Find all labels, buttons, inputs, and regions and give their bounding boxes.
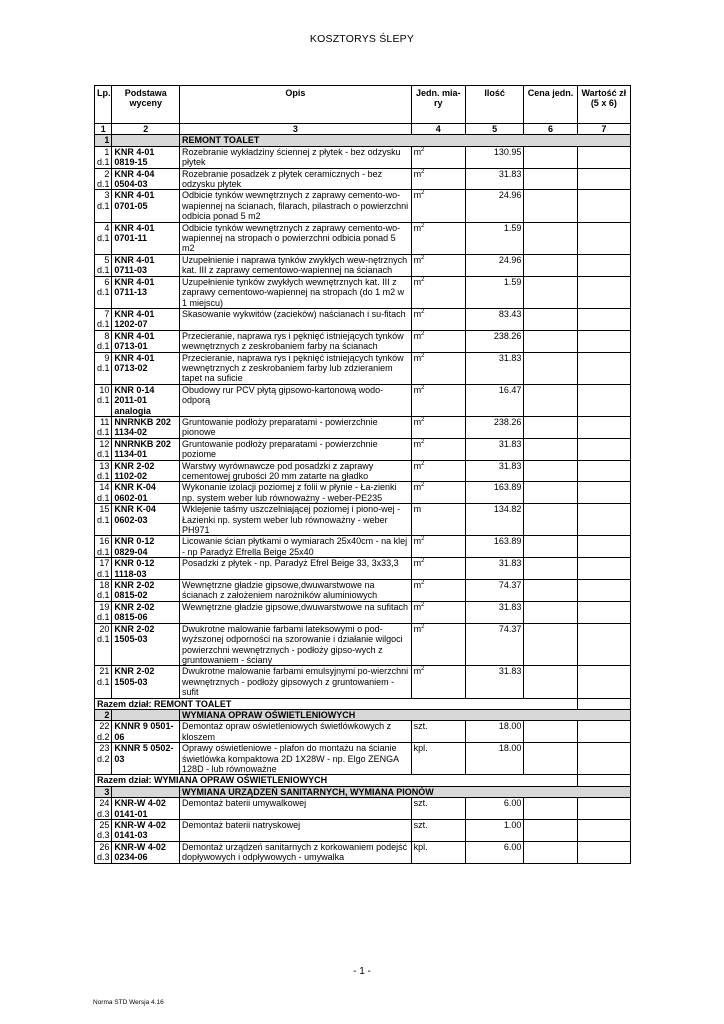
item-basis: NNRNKB 202 1134-01 <box>112 438 180 460</box>
item-description: Demontaż baterii natryskowej <box>180 820 412 842</box>
table-row <box>95 330 631 352</box>
unit-text: m <box>413 330 422 341</box>
unit-text: kpl. <box>413 743 428 754</box>
unit-exponent: 2 <box>421 666 425 673</box>
item-quantity: 74.37 <box>465 623 523 666</box>
item-unit <box>411 460 465 482</box>
unit-text: szt. <box>413 820 428 830</box>
item-value <box>577 222 630 254</box>
table-row <box>95 308 631 330</box>
unit-text: m <box>413 352 422 363</box>
item-basis: KNR 4-01 0701-11 <box>112 222 180 254</box>
item-basis: KNR-W 4-02 0141-03 <box>112 820 180 842</box>
item-unit-price <box>524 580 577 602</box>
item-unit <box>411 504 465 536</box>
item-unit <box>411 416 465 438</box>
item-number: 19 d.1 <box>95 601 112 623</box>
item-quantity: 83.43 <box>465 308 523 330</box>
item-unit-price <box>524 190 577 222</box>
unit-text: m <box>413 276 422 287</box>
item-unit <box>411 276 465 308</box>
item-unit <box>411 168 465 190</box>
item-quantity: 31.83 <box>465 666 523 698</box>
item-description: Demontaż urządzeń sanitarnych z korkowaniem podejść dopływowych i odpływowych - umywalka <box>180 841 412 863</box>
item-number: 14 d.1 <box>95 482 112 504</box>
item-unit-price <box>524 460 577 482</box>
item-unit-price <box>524 743 577 775</box>
item-description: Demontaż baterii umywalkowej <box>180 798 412 820</box>
item-unit-price <box>524 623 577 666</box>
item-basis: KNR 0-12 0829-04 <box>112 536 180 558</box>
item-quantity: 163.89 <box>465 536 523 558</box>
item-unit <box>411 384 465 416</box>
unit-text: m <box>413 168 422 179</box>
item-unit-price <box>524 276 577 308</box>
unit-text: m <box>413 438 422 449</box>
column-number: 2 <box>112 124 180 135</box>
item-unit-price <box>524 482 577 504</box>
item-basis: KNR 2-02 0815-06 <box>112 601 180 623</box>
unit-exponent: 2 <box>421 384 425 391</box>
item-unit-price <box>524 438 577 460</box>
item-description: Dwukrotne malowanie farbami lateksowymi o pod-wyższonej odporności na szorowanie i działanie wilgoci powierzchni wewnętrznych - podłoży gipso-wych z gruntowaniem - ściany <box>180 623 412 666</box>
section-row <box>95 135 631 146</box>
item-basis: KNR 2-02 0815-02 <box>112 580 180 602</box>
table-row <box>95 601 631 623</box>
item-unit-price <box>524 504 577 536</box>
item-number: 18 d.1 <box>95 580 112 602</box>
item-value <box>577 330 630 352</box>
item-basis: KNNR 5 0502-03 <box>112 743 180 775</box>
section-row <box>95 786 631 797</box>
column-number: 3 <box>180 124 412 135</box>
item-basis: KNR 0-14 2011-01 analogia <box>112 384 180 416</box>
item-description: Odbicie tynków wewnętrznych z zaprawy cemento-wo-wapiennej na stropach o powierzchni odbicia ponad 5 m2 <box>180 222 412 254</box>
item-number: 9 d.1 <box>95 352 112 384</box>
section-total-label: Razem dział: REMONT TOALET <box>95 698 578 709</box>
item-description: Gruntowanie podłoży preparatami - powierzchnie pionowe <box>180 416 412 438</box>
unit-text: szt. <box>413 721 428 732</box>
unit-exponent: 2 <box>421 276 425 283</box>
item-unit-price <box>524 721 577 743</box>
section-total-row <box>95 775 631 786</box>
item-quantity: 1.59 <box>465 222 523 254</box>
table-row <box>95 820 631 842</box>
item-basis: KNR 2-02 1505-03 <box>112 666 180 698</box>
item-description: Przecieranie, naprawa rys i pęknięć istniejących tynków wewnętrznych z zeskrobaniem farby lub zdzieraniem tapet na suficie <box>180 352 412 384</box>
section-number: 3 <box>95 786 112 797</box>
item-value <box>577 276 630 308</box>
column-number: 5 <box>465 124 523 135</box>
item-number: 11 d.1 <box>95 416 112 438</box>
item-description: Demontaż opraw oświetleniowych świetlówkowych z kloszem <box>180 721 412 743</box>
section-total-value <box>577 698 630 709</box>
section-title: WYMIANA OPRAW OŚWIETLENIOWYCH <box>180 709 631 720</box>
unit-text: m <box>413 601 422 612</box>
item-unit <box>411 558 465 580</box>
item-quantity: 31.83 <box>465 168 523 190</box>
unit-exponent: 2 <box>421 308 425 315</box>
item-quantity: 31.83 <box>465 438 523 460</box>
item-quantity: 238.26 <box>465 416 523 438</box>
item-basis: KNR-W 4-02 0141-01 <box>112 798 180 820</box>
item-number: 8 d.1 <box>95 330 112 352</box>
item-unit-price <box>524 352 577 384</box>
item-basis: KNR 0-12 1118-03 <box>112 558 180 580</box>
item-number: 16 d.1 <box>95 536 112 558</box>
unit-exponent: 2 <box>421 460 425 467</box>
table-row <box>95 384 631 416</box>
unit-text: kpl. <box>413 841 428 852</box>
item-quantity: 6.00 <box>465 841 523 863</box>
item-value <box>577 504 630 536</box>
column-number: 6 <box>524 124 577 135</box>
item-number: 25 d.3 <box>95 820 112 842</box>
item-value <box>577 558 630 580</box>
item-value <box>577 254 630 276</box>
item-value <box>577 841 630 863</box>
page-number: - 1 - <box>353 966 371 977</box>
item-description: Dwukrotne malowanie farbami emulsyjnymi po-wierzchni wewnętrznych - podłoży gipsowych z gruntowaniem - sufit <box>180 666 412 698</box>
item-unit <box>411 254 465 276</box>
item-value <box>577 820 630 842</box>
item-value <box>577 438 630 460</box>
table-row <box>95 536 631 558</box>
item-quantity: 31.83 <box>465 352 523 384</box>
item-basis: KNR 4-01 0819-15 <box>112 146 180 168</box>
item-quantity: 163.89 <box>465 482 523 504</box>
item-quantity: 31.83 <box>465 601 523 623</box>
item-number: 10 d.1 <box>95 384 112 416</box>
item-quantity: 1.00 <box>465 820 523 842</box>
item-value <box>577 743 630 775</box>
unit-exponent: 2 <box>421 222 425 229</box>
item-unit-price <box>524 798 577 820</box>
item-unit <box>411 721 465 743</box>
item-quantity: 16.47 <box>465 384 523 416</box>
item-unit-price <box>524 666 577 698</box>
item-value <box>577 623 630 666</box>
item-number: 22 d.2 <box>95 721 112 743</box>
unit-text: m <box>413 190 422 201</box>
item-number: 4 d.1 <box>95 222 112 254</box>
table-row <box>95 168 631 190</box>
header-cena: Cena jedn. <box>524 86 577 124</box>
item-number: 20 d.1 <box>95 623 112 666</box>
item-unit-price <box>524 384 577 416</box>
unit-exponent: 2 <box>421 601 425 608</box>
item-unit <box>411 601 465 623</box>
item-basis: KNR 2-02 1505-03 <box>112 623 180 666</box>
item-number: 17 d.1 <box>95 558 112 580</box>
item-unit-price <box>524 536 577 558</box>
section-spacer <box>112 709 180 720</box>
item-value <box>577 721 630 743</box>
section-title: REMONT TOALET <box>180 135 631 146</box>
item-unit-price <box>524 601 577 623</box>
item-unit <box>411 330 465 352</box>
item-quantity: 18.00 <box>465 743 523 775</box>
item-basis: KNNR 9 0501-06 <box>112 721 180 743</box>
item-basis: KNR-W 4-02 0234-06 <box>112 841 180 863</box>
item-unit <box>411 190 465 222</box>
item-description: Licowanie ścian płytkami o wymiarach 25x40cm - na klej - np Paradyż Efrella Beige 25x40 <box>180 536 412 558</box>
unit-exponent: 2 <box>421 254 425 261</box>
table-row <box>95 416 631 438</box>
item-number: 3 d.1 <box>95 190 112 222</box>
item-number: 1 d.1 <box>95 146 112 168</box>
header-ilosc: Ilość <box>465 86 523 124</box>
item-unit <box>411 623 465 666</box>
cost-estimate-table <box>94 85 631 864</box>
item-unit <box>411 666 465 698</box>
table-row <box>95 721 631 743</box>
item-quantity: 134.82 <box>465 504 523 536</box>
table-row <box>95 798 631 820</box>
section-total-value <box>577 775 630 786</box>
unit-text: m <box>413 623 422 634</box>
unit-text: m <box>413 416 422 427</box>
item-unit <box>411 308 465 330</box>
item-description: Gruntowanie podłoży preparatami - powierzchnie poziome <box>180 438 412 460</box>
item-description: Wewnętrzne gładzie gipsowe,dwuwarstwowe na ścianach z założeniem narożników aluminiowych <box>180 580 412 602</box>
item-quantity: 1.59 <box>465 276 523 308</box>
item-description: Odbicie tynków wewnętrznych z zaprawy cemento-wo-wapiennej na ścianach, filarach, pilastrach o powierzchni odbicia ponad 5 m2 <box>180 190 412 222</box>
item-number: 15 d.1 <box>95 504 112 536</box>
item-value <box>577 352 630 384</box>
table-row <box>95 558 631 580</box>
item-quantity: 18.00 <box>465 721 523 743</box>
item-unit-price <box>524 558 577 580</box>
item-quantity: 74.37 <box>465 580 523 602</box>
item-unit <box>411 222 465 254</box>
item-quantity: 31.83 <box>465 460 523 482</box>
unit-text: m <box>413 580 422 591</box>
item-quantity: 238.26 <box>465 330 523 352</box>
section-total-row <box>95 698 631 709</box>
item-quantity: 130.95 <box>465 146 523 168</box>
item-basis: KNR 2-02 1102-02 <box>112 460 180 482</box>
item-unit <box>411 482 465 504</box>
section-number: 1 <box>95 135 112 146</box>
item-value <box>577 536 630 558</box>
unit-exponent: 2 <box>421 330 425 337</box>
header-podstawa: Podstawa wyceny <box>112 86 180 124</box>
unit-text: szt. <box>413 798 428 809</box>
item-number: 13 d.1 <box>95 460 112 482</box>
item-value <box>577 168 630 190</box>
item-basis: KNR 4-01 0713-01 <box>112 330 180 352</box>
table-row <box>95 580 631 602</box>
item-unit-price <box>524 841 577 863</box>
column-number: 7 <box>577 124 630 135</box>
item-unit-price <box>524 168 577 190</box>
item-description: Oprawy oświetleniowe - plafon do montażu na ścianie świetlówka kompaktowa 2D 1X28W - np. Elgo ZENGA 128D - lub równoważne <box>180 743 412 775</box>
item-value <box>577 308 630 330</box>
item-value <box>577 666 630 698</box>
unit-text: m <box>413 384 422 395</box>
header-opis: Opis <box>180 86 412 124</box>
software-version-footer: Norma STD Wersja 4.16 <box>93 999 164 1006</box>
item-description: Warstwy wyrównawcze pod posadzki z zaprawy cementowej grubości 20 mm zatarte na gładko <box>180 460 412 482</box>
unit-exponent: 2 <box>421 536 425 543</box>
item-unit <box>411 798 465 820</box>
section-total-label: Razem dział: WYMIANA OPRAW OŚWIETLENIOWYCH <box>95 775 578 786</box>
header-jm: Jedn. mia-ry <box>411 86 465 124</box>
unit-text: m <box>413 146 422 157</box>
table-row <box>95 666 631 698</box>
section-number: 2 <box>95 709 112 720</box>
table-row <box>95 623 631 666</box>
item-number: 6 d.1 <box>95 276 112 308</box>
table-row <box>95 352 631 384</box>
unit-exponent: 2 <box>421 190 425 197</box>
item-basis: KNR 4-01 1202-07 <box>112 308 180 330</box>
unit-exponent: 2 <box>421 558 425 565</box>
item-unit-price <box>524 222 577 254</box>
item-quantity: 24.96 <box>465 190 523 222</box>
item-number: 23 d.2 <box>95 743 112 775</box>
item-description: Posadzki z płytek - np. Paradyż Efrel Beige 33, 3x33,3 <box>180 558 412 580</box>
item-unit-price <box>524 820 577 842</box>
item-value <box>577 580 630 602</box>
item-basis: NNRNKB 202 1134-02 <box>112 416 180 438</box>
header-wartosc: Wartość zł (5 x 6) <box>577 86 630 124</box>
item-value <box>577 460 630 482</box>
unit-exponent: 2 <box>421 146 425 153</box>
item-unit-price <box>524 254 577 276</box>
table-row <box>95 482 631 504</box>
item-quantity: 24.96 <box>465 254 523 276</box>
column-number: 4 <box>411 124 465 135</box>
item-value <box>577 190 630 222</box>
unit-exponent: 2 <box>421 438 425 445</box>
item-description: Wykonanie izolacji poziomej z folii w płynie - Ła-zienki np. system weber lub równoważny - weber-PE235 <box>180 482 412 504</box>
item-unit <box>411 536 465 558</box>
item-basis: KNR K-04 0602-01 <box>112 482 180 504</box>
item-basis: KNR K-04 0602-03 <box>112 504 180 536</box>
unit-text: m <box>413 460 422 471</box>
section-title: WYMIANA URZĄDZEŃ SANITARNYCH, WYMIANA PIONÓW <box>180 786 631 797</box>
header-lp: Lp. <box>95 86 112 124</box>
item-description: Wewnętrzne gładzie gipsowe,dwuwarstwowe na sufitach <box>180 601 412 623</box>
item-description: Skasowanie wykwitów (zacieków) naścianach i su-fitach <box>180 308 412 330</box>
table-row <box>95 190 631 222</box>
table-row <box>95 438 631 460</box>
item-description: Wklejenie taśmy uszczelniającej poziomej i piono-wej - Łazienki np. system weber lub równoważny - weber PH971 <box>180 504 412 536</box>
item-description: Przecieranie, naprawa rys i pęknięć istniejących tynków wewnętrznych z zeskrobaniem farby na ścianach <box>180 330 412 352</box>
unit-text: m <box>413 558 422 569</box>
unit-text: m <box>413 504 422 515</box>
unit-exponent: 2 <box>421 580 425 587</box>
unit-exponent: 2 <box>421 482 425 489</box>
item-description: Uzupełnienie i naprawa tynków zwykłych wew-nętrznych kat. III z zaprawy cementowo-wapiennej na ścianach <box>180 254 412 276</box>
table-row <box>95 504 631 536</box>
table-row <box>95 276 631 308</box>
item-unit <box>411 146 465 168</box>
item-number: 7 d.1 <box>95 308 112 330</box>
item-basis: KNR 4-01 0711-13 <box>112 276 180 308</box>
item-value <box>577 146 630 168</box>
header-row <box>95 86 631 124</box>
document-title: KOSZTORYS ŚLEPY <box>309 33 415 45</box>
item-unit <box>411 352 465 384</box>
item-quantity: 6.00 <box>465 798 523 820</box>
unit-text: m <box>413 536 422 547</box>
unit-exponent: 2 <box>421 352 425 359</box>
item-unit-price <box>524 330 577 352</box>
table-row <box>95 146 631 168</box>
section-row <box>95 709 631 720</box>
item-description: Rozebranie posadzek z płytek ceramicznych - bez odzysku płytek <box>180 168 412 190</box>
item-unit <box>411 743 465 775</box>
item-number: 2 d.1 <box>95 168 112 190</box>
item-description: Rozebranie wykładziny ściennej z płytek - bez odzysku płytek <box>180 146 412 168</box>
item-unit <box>411 438 465 460</box>
item-basis: KNR 4-01 0701-05 <box>112 190 180 222</box>
item-value <box>577 601 630 623</box>
item-quantity: 31.83 <box>465 558 523 580</box>
item-number: 24 d.3 <box>95 798 112 820</box>
table-row <box>95 254 631 276</box>
unit-exponent: 2 <box>421 168 425 175</box>
unit-text: m <box>413 482 422 493</box>
item-number: 5 d.1 <box>95 254 112 276</box>
item-unit <box>411 580 465 602</box>
section-spacer <box>112 135 180 146</box>
column-number: 1 <box>95 124 112 135</box>
unit-exponent: 2 <box>421 416 425 423</box>
item-description: Uzupełnienie tynków zwykłych wewnętrznych kat. III z zaprawy cementowo-wapiennej na stropach (do 1 m2 w 1 miejscu) <box>180 276 412 308</box>
unit-text: m <box>413 666 422 677</box>
item-value <box>577 384 630 416</box>
table-row <box>95 460 631 482</box>
item-unit-price <box>524 146 577 168</box>
item-description: Obudowy rur PCV płytą gipsowo-kartonową wodo-odporą <box>180 384 412 416</box>
item-number: 21 d.1 <box>95 666 112 698</box>
item-value <box>577 798 630 820</box>
unit-exponent: 2 <box>421 623 425 630</box>
unit-text: m <box>413 222 422 233</box>
column-number-row <box>95 124 631 135</box>
item-basis: KNR 4-01 0711-03 <box>112 254 180 276</box>
item-value <box>577 482 630 504</box>
item-basis: KNR 4-01 0713-02 <box>112 352 180 384</box>
item-value <box>577 416 630 438</box>
table-row <box>95 743 631 775</box>
item-unit <box>411 820 465 842</box>
table-row <box>95 222 631 254</box>
item-unit <box>411 841 465 863</box>
item-basis: KNR 4-04 0504-03 <box>112 168 180 190</box>
item-unit-price <box>524 416 577 438</box>
unit-text: m <box>413 254 422 265</box>
section-spacer <box>112 786 180 797</box>
item-unit-price <box>524 308 577 330</box>
item-number: 12 d.1 <box>95 438 112 460</box>
table-row <box>95 841 631 863</box>
item-number: 26 d.3 <box>95 841 112 863</box>
unit-text: m <box>413 308 422 319</box>
